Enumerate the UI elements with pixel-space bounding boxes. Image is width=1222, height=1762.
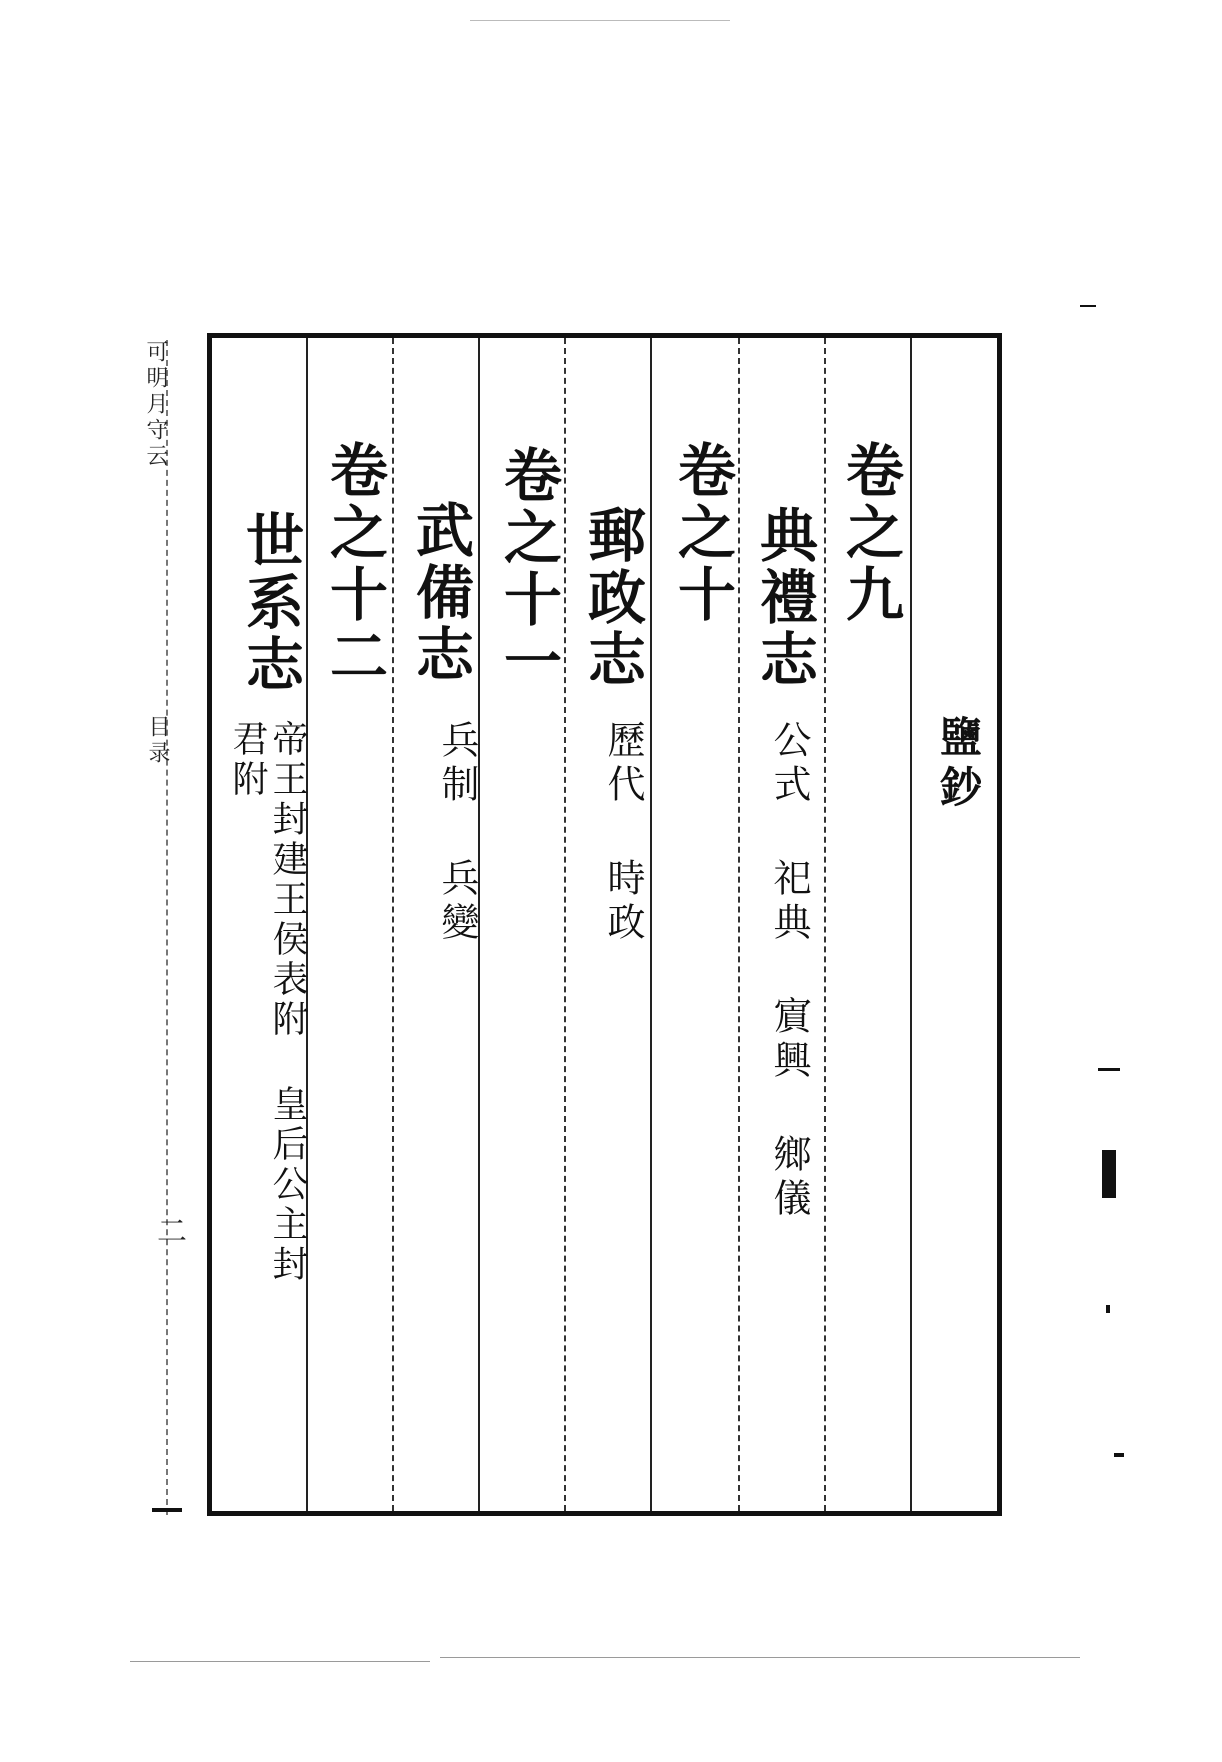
margin-tick [152, 1508, 182, 1512]
column-juan-9: 卷之九 [836, 440, 904, 626]
column-youzheng-items: 歷代 時政 [601, 720, 645, 946]
column-youzheng-zhi: 郵政志 [578, 505, 646, 691]
scan-mark [1098, 1068, 1120, 1071]
margin-section: 目录 [145, 715, 170, 767]
margin-rule [166, 340, 170, 1515]
margin-title: 可明月守云 [143, 340, 168, 470]
scan-artifact [470, 20, 730, 21]
column-shixi-items: 帝王封建王侯表附 皇后公主封 [267, 720, 308, 1285]
scan-mark [1106, 1305, 1110, 1313]
column-dianli-items: 公式 祀典 賔興 鄉儀 [767, 720, 811, 1222]
scan-mark [1102, 1150, 1116, 1198]
scan-artifact [130, 1661, 430, 1662]
scan-mark [1080, 305, 1096, 307]
column-juan-12: 卷之十二 [320, 440, 388, 688]
column-juan-11: 卷之十一 [494, 445, 562, 693]
column-shixi-note: 君附 [227, 720, 268, 800]
column-shixi-zhi: 世系志 [236, 510, 304, 696]
margin-page-number: 二 [151, 1215, 186, 1249]
scan-artifact [440, 1657, 1080, 1658]
column-wubei-zhi: 武備志 [406, 500, 474, 686]
column-dianli-zhi: 典禮志 [750, 505, 818, 691]
column-yanchao: 鹽鈔 [934, 715, 983, 815]
scan-mark [1114, 1453, 1124, 1457]
column-juan-10: 卷之十 [668, 440, 736, 626]
column-wubei-items: 兵制 兵變 [435, 720, 479, 946]
